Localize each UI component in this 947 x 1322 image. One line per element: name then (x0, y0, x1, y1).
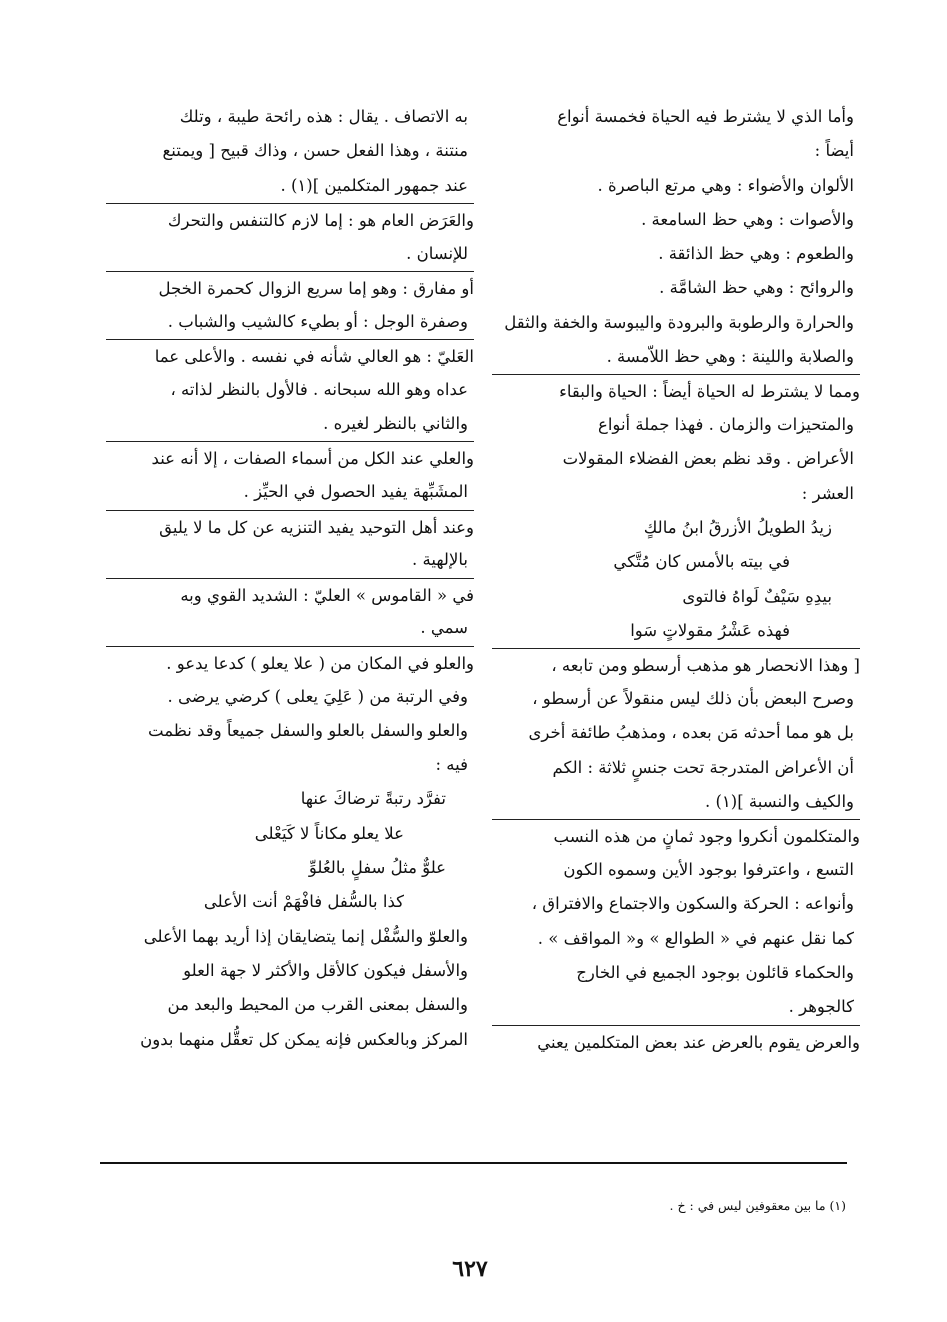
text-line: والحكماء قائلون بوجود الجميع في الخارج (576, 962, 854, 982)
text-line: ومما لا يشترط له الحياة أيضاً : الحياة والبقاء (492, 374, 860, 408)
text-line: وصرح البعض بأن ذلك ليس منقولاً عن أرسطو ، (532, 689, 854, 709)
text-line: والروائح : وهي حظ الشامَّة . (659, 278, 854, 298)
text-line: وأما الذي لا يشترط فيه الحياة فخمسة أنواع (557, 107, 854, 126)
text-line: العشر : (801, 483, 854, 503)
footnote: (١) ما بين معقوفين ليس في : خ . (669, 1198, 846, 1213)
text-line: المشَبِّهة يفيد الحصول في الحيِّز . (243, 482, 468, 502)
text-line: والحرارة والرطوبة والبرودة واليبوسة والخفة والثقل (504, 312, 854, 332)
text-line: والعَرَض العام هو : إما لازم كالتنفس والتحرك (106, 203, 474, 237)
text-line: وفي الرتبة من ( عَلِيَ يعلى ) كرضي يرضى . (167, 686, 468, 706)
text-line: والعرض يقوم بالعرض عند بعض المتكلمين يعني (492, 1025, 860, 1059)
page-number: ٦٢٧ (452, 1256, 488, 1282)
left-column (106, 100, 474, 1057)
verse-line: فهذه عَشْرُ مقولاتٍ سَوا (630, 620, 790, 640)
verse-line: بيدِهِ سَيْفٌ لَواهُ فالتوى (682, 586, 832, 606)
verse-line: زيدُ الطويلُ الأزرقُ ابنُ مالكٍ (643, 518, 832, 538)
verse-line: في بيته بالأمس كان مُتَّكي (613, 552, 790, 572)
text-line: والكيف والنسبة ](١) . (704, 791, 854, 811)
verse-line: علوٌّ مثلُ سفلٍ بالعُلوِّ (308, 858, 446, 878)
text-line: العَليّ : هو العالي شأنه في نفسه . والأعلى عما (106, 339, 474, 373)
text-line: منتنة ، وهذا الفعل حسن ، وذاك قبيح [ ويمتنع (162, 141, 468, 161)
text-line: كالجوهر . (788, 997, 854, 1017)
text-line: أو مفارق : وهو إما سريع الزوال كحمرة الخجل (106, 271, 474, 305)
text-line: المركز وبالعكس فإنه يمكن كل تعقُّل منهما بدون (140, 1029, 468, 1049)
text-line: والصلابة واللينة : وهي حظ اللاّمسة . (606, 347, 854, 367)
text-line: كما نقل عنهم في « الطوالع » و« المواقف » . (537, 928, 854, 948)
text-line: والأسفل فيكون كالأقل والأكثر لا جهة العلو (183, 960, 468, 980)
text-line: في « القاموس » العليّ : الشديد القوي وبه (106, 578, 474, 612)
footnote-divider (100, 1162, 847, 1164)
text-line: والمتحيزات والزمان . فهذا جملة أنواع (598, 415, 854, 435)
text-line: والعلوّ والسُّفْل إنما يتضايقان إذا أريد بهما الأعلى (143, 926, 468, 946)
text-line: فيه : (435, 755, 468, 775)
text-line: أن الأعراض المتدرجة تحت جنسٍ ثلاثة : الكم (552, 757, 854, 777)
text-line: [ وهذا الانحصار هو مذهب أرسطو ومن تابعه ، (492, 648, 860, 682)
text-line: بل هو مما أحدثه مَن بعده ، ومذهبُ طائفة أخرى (528, 723, 854, 743)
text-line: والسفل بمعنى القرب من المحيط والبعد من (167, 995, 468, 1015)
text-line: والثاني بالنظر لغيره . (323, 414, 468, 434)
text-line: أيضاً : (814, 141, 854, 161)
text-line: والأصوات : وهي حظ السامعة . (641, 209, 854, 229)
right-column (492, 100, 860, 1058)
verse-line: علا يعلو مكاناً لا كَيَعْلى (254, 823, 404, 843)
text-line: التسع ، واعترفوا بوجود الأين وسموه الكون (563, 860, 854, 880)
text-line: بالإلهية . (412, 550, 468, 570)
text-line: والطعوم : وهي حظ الذائقة . (658, 244, 854, 264)
text-line: للإنسان . (406, 243, 468, 263)
text-line: وعند أهل التوحيد يفيد التنزيه عن كل ما لا يليق (106, 510, 474, 544)
verse-line: كذا بالسُّفل فافْهَمْ أنت الأعلى (203, 892, 404, 912)
verse-line: تفرَّد رتبةً ترضاكَ عنها (300, 789, 446, 809)
text-line: سمي . (420, 618, 468, 638)
text-line: والمتكلمون أنكروا وجود ثمانٍ من هذه النسب (492, 819, 860, 853)
text-line: والعلو في المكان من ( علا يعلو ) كدعا يدعو . (106, 646, 474, 680)
text-line: والعلي عند الكل من أسماء الصفات ، إلا أنه عند (106, 441, 474, 475)
text-line: الأعراض . وقد نظم بعض الفضلاء المقولات (562, 449, 854, 469)
text-line: به الاتصاف . يقال : هذه رائحة طيبة ، وتلك (179, 107, 468, 126)
text-line: عند جمهور المتكلمين ](١) . (280, 175, 468, 195)
text-line: الألوان والأضواء : وهي مرتع الباصرة . (597, 175, 854, 195)
text-line: وأنواعه : الحركة والسكون والاجتماع والافتراق ، (531, 894, 854, 914)
text-line: وصفرة الوجل : أو بطيء كالشيب والشباب . (167, 311, 468, 331)
text-line: والعلو والسفل بالعلو والسفل جميعاً وقد نظمت (148, 720, 468, 740)
text-line: عداه وهو الله سبحانه . فالأول بالنظر لذاته ، (170, 379, 468, 399)
